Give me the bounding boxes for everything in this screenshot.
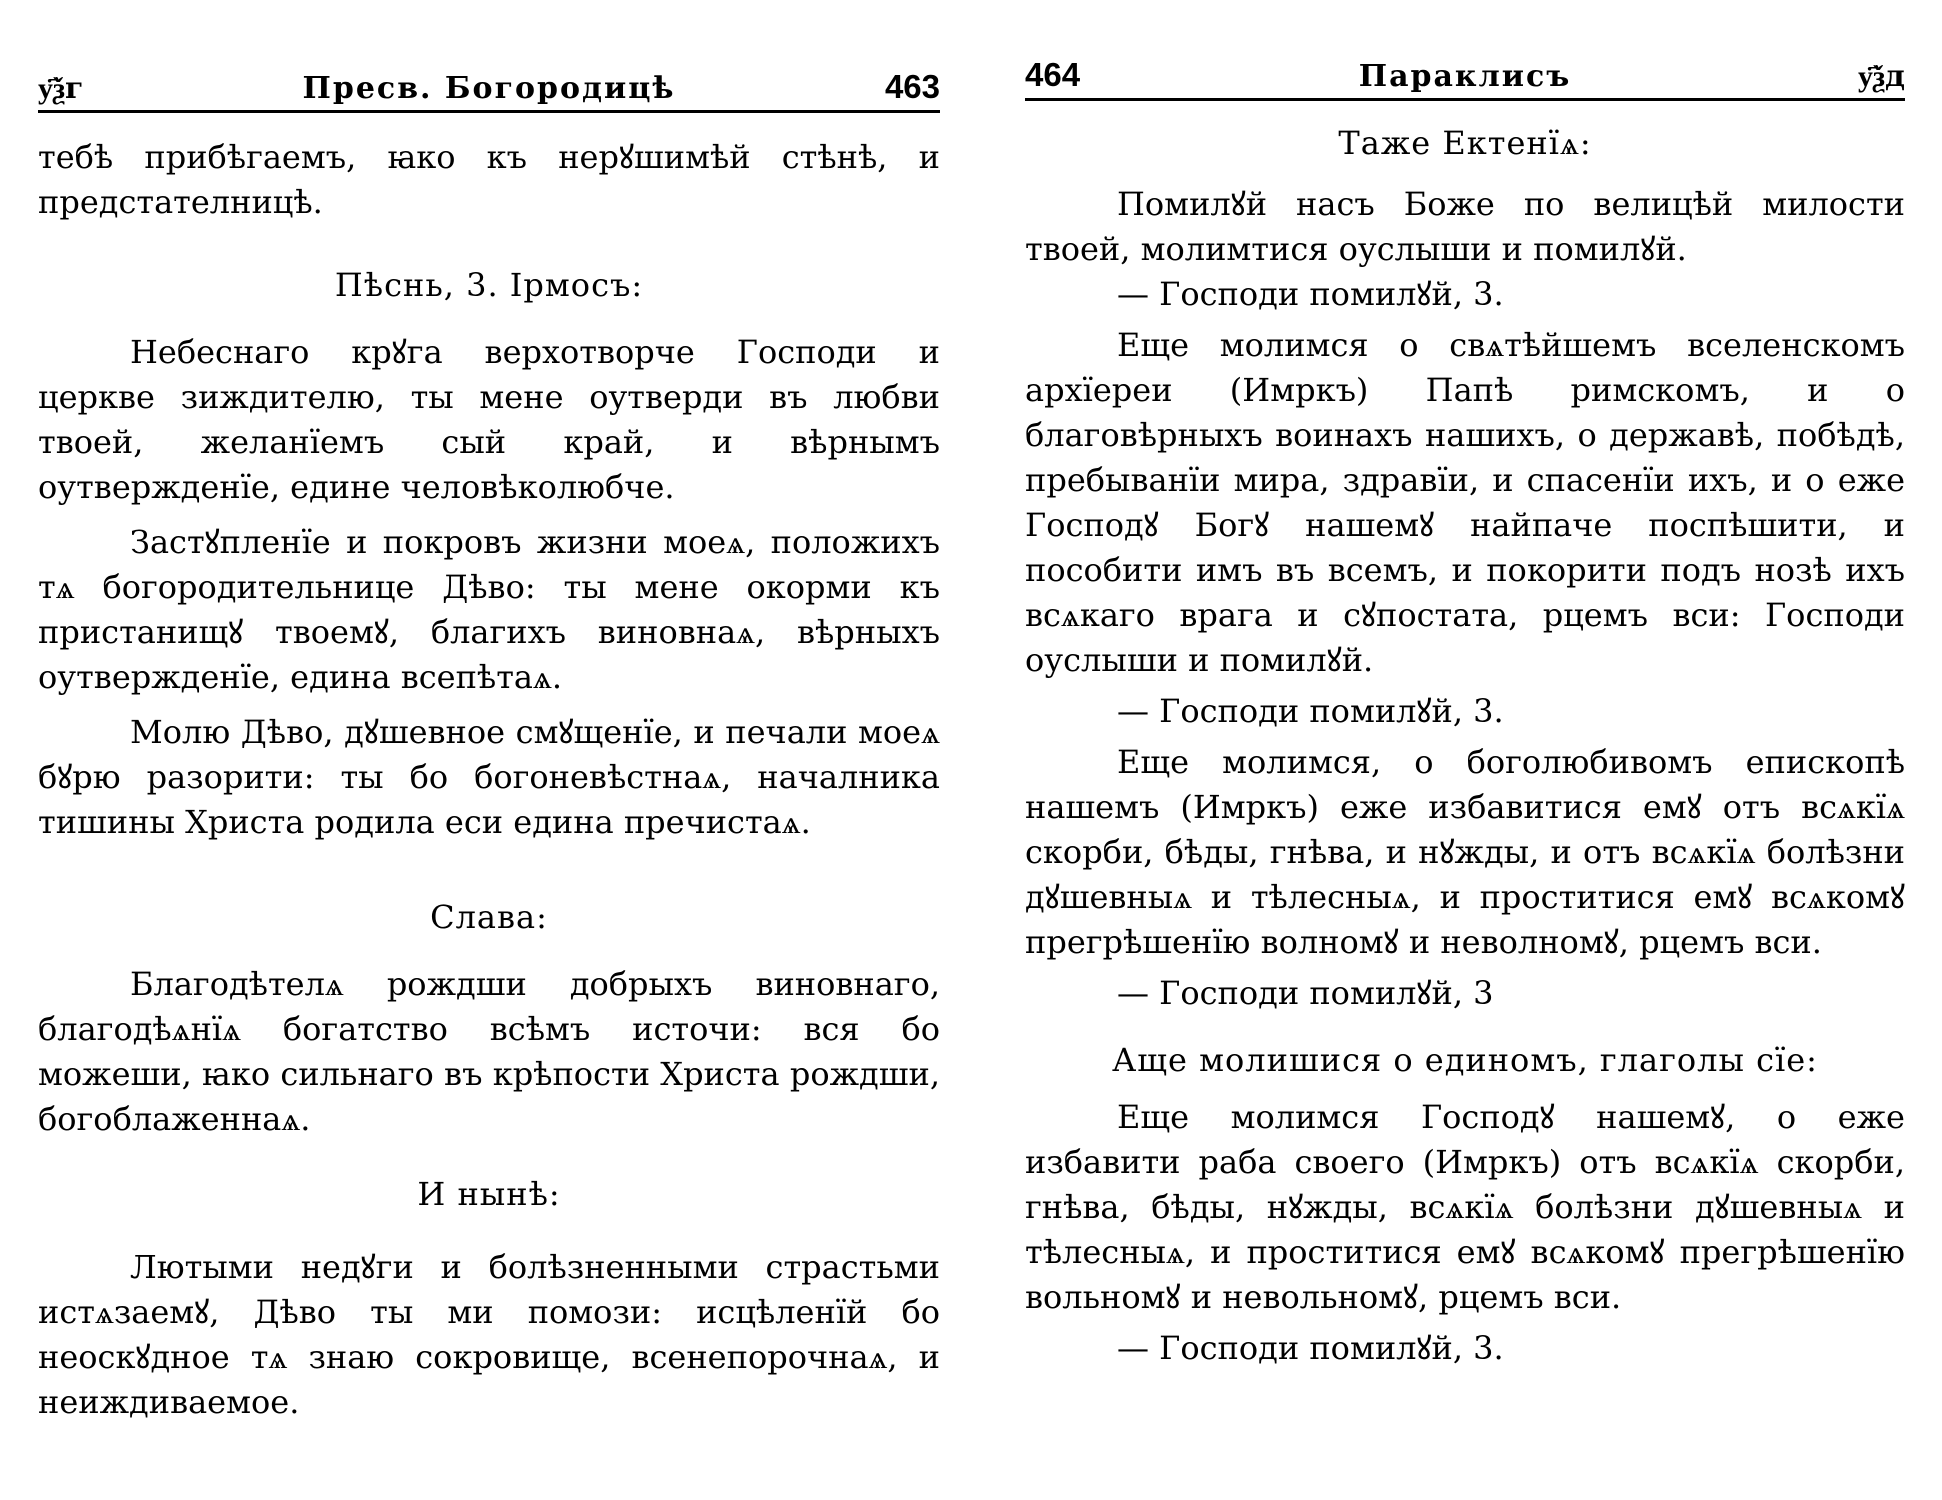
right-page	[1025, 0, 1905, 1371]
left-paragraph-continuation: тебѣ прибѣгаемъ, ꙗко къ нерꙋшимѣй стѣнѣ, и предстателницѣ.	[38, 138, 940, 221]
left-paragraph-glory: Благодѣтелѧ рождши добрыхъ виновнаго, благодѣѧнїѧ богатство всѣмъ источи: вся бо можеши, ꙗко сильнаго въ крѣпости Христа рождши, богоблаженнаѧ.	[38, 965, 940, 1138]
right-response-3: — Господи помилꙋй, 3	[1117, 974, 1494, 1012]
left-paragraph-irmos: Небеснаго крꙋга верхотворче Господи и церкве зиждителю, ты мене оутверди въ любви твоей, желанїемъ сый край, и вѣрнымъ оутвержденїе, едине человѣколюбче.	[38, 333, 940, 506]
right-page-header	[1025, 40, 1905, 101]
right-running-title: Параклисъ	[1358, 59, 1572, 94]
left-page-body	[38, 135, 940, 1425]
right-response-1: — Господи помилꙋй, 3.	[1117, 275, 1504, 313]
left-page-number: 463	[884, 68, 940, 105]
right-heading-single-person: Аще молишися о единомъ, глаголы сїе:	[1112, 1041, 1818, 1079]
right-paragraph-petition-4: Еще молимся Господꙋ нашемꙋ, о еже избавити раба своего (Имркъ) отъ всѧкїѧ скорби, гнѣва, бѣды, нꙋжды, всѧкїѧ болѣзни дꙋшевныѧ и тѣлесныѧ, и проститися емꙋ всѧкомꙋ прегрѣшенїю вольномꙋ и невольномꙋ, рцемъ вси.	[1025, 1098, 1905, 1316]
right-slavonic-page-number: у҃ѯд	[1857, 59, 1905, 94]
right-paragraph-petition-1: Помилꙋй насъ Боже по велицѣй милости твоей, молимтися оуслыши и помилꙋй.	[1025, 185, 1905, 268]
right-response-4: — Господи помилꙋй, 3.	[1117, 1329, 1504, 1367]
left-heading-now: И нынѣ:	[417, 1175, 561, 1213]
right-response-2: — Господи помилꙋй, 3.	[1117, 692, 1504, 730]
right-page-number: 464	[1025, 56, 1081, 93]
left-page	[38, 0, 940, 1425]
left-paragraph-now: Лютыми недꙋги и болѣзненными страстьми истѧзаемꙋ, Дѣво ты ми помози: исцѣленїй бо неоскꙋдное тѧ знаю сокровище, всенепорочнаѧ, и неиждиваемое.	[38, 1248, 940, 1421]
left-page-header	[38, 52, 940, 113]
left-running-title: Пресв. Богородицѣ	[302, 71, 676, 106]
left-heading-glory: Слава:	[430, 898, 548, 936]
left-paragraph-troparion-2: Молю Дѣво, дꙋшевное смꙋщенїе, и печали моеѧ бꙋрю разорити: ты бо богоневѣстнаѧ, началника тишины Христа родила еси едина пречистаѧ.	[38, 713, 940, 841]
right-paragraph-petition-2: Еще молимся о свѧтѣйшемъ вселенскомъ архїереи (Имркъ) Папѣ римскомъ, и о благовѣрныхъ воинахъ нашихъ, о державѣ, побѣдѣ, пребыванїи мира, здравїи, и спасенїи ихъ, и о еже Господꙋ Богꙋ нашемꙋ найпаче поспѣшити, и пособити имъ въ всемъ, и покорити подъ нозѣ ихъ всѧкаго врага и сꙋпостата, рцемъ вси: Господи оуслыши и помилꙋй.	[1025, 326, 1905, 679]
right-page-body	[1025, 121, 1905, 1371]
left-heading-ode: Пѣснь, 3. Ірмосъ:	[334, 266, 644, 304]
right-paragraph-petition-3: Еще молимся, о боголюбивомъ епископѣ нашемъ (Имркъ) еже избавитися емꙋ отъ всѧкїѧ скорби, бѣды, гнѣва, и нꙋжды, и отъ всѧкїѧ болѣзни дꙋшевныѧ и тѣлесныѧ, и проститися емꙋ всѧкомꙋ прегрѣшенїю волномꙋ и неволномꙋ, рцемъ вси.	[1025, 743, 1905, 961]
left-slavonic-page-number: у҃ѯг	[38, 71, 84, 106]
right-heading-litany: Таже Ектенїѧ:	[1338, 124, 1592, 162]
left-paragraph-troparion-1: Застꙋпленїе и покровъ жизни моеѧ, положихъ тѧ богородительнице Дѣво: ты мене окорми къ пристанищꙋ твоемꙋ, благихъ виновнаѧ, вѣрныхъ оутвержденїе, едина всепѣтаѧ.	[38, 523, 940, 696]
